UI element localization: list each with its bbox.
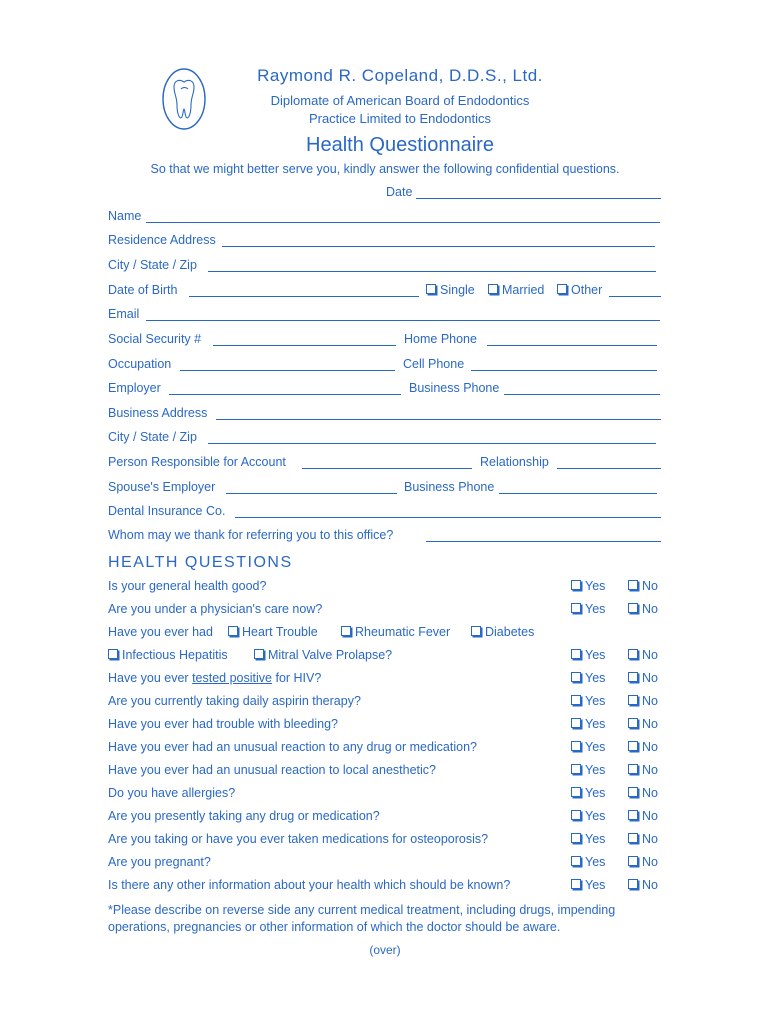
yes-label: Yes	[585, 694, 606, 708]
rheumatic-fever-checkbox[interactable]	[341, 625, 450, 639]
checkbox-box-icon	[628, 649, 638, 659]
aspirin-yes-checkbox[interactable]	[571, 694, 605, 708]
residence-address-field[interactable]	[222, 246, 655, 247]
conditions-no-checkbox[interactable]	[628, 648, 658, 662]
yes-label: Yes	[585, 809, 606, 823]
yes-label: Yes	[585, 717, 606, 731]
checkbox-box-icon	[628, 672, 638, 682]
no-label: No	[642, 809, 658, 823]
no-label: No	[642, 855, 658, 869]
medication-no-checkbox[interactable]	[628, 809, 658, 823]
checkbox-box-icon	[571, 810, 581, 820]
hiv-text-underlined: tested positive	[192, 671, 272, 685]
business-city-state-zip-label: City / State / Zip	[108, 430, 197, 444]
general-health-yes-checkbox[interactable]	[571, 579, 605, 593]
checkbox-box-icon	[571, 787, 581, 797]
spouse-business-phone-label: Business Phone	[404, 480, 495, 494]
yes-label: Yes	[585, 878, 606, 892]
checkbox-box-icon	[571, 833, 581, 843]
checkbox-box-icon	[488, 284, 498, 294]
question-other-information: Is there any other information about your health which should be known?	[108, 878, 511, 892]
question-aspirin: Are you currently taking daily aspirin therapy?	[108, 694, 361, 708]
employer-label: Employer	[108, 381, 161, 395]
heart-trouble-label: Heart Trouble	[242, 625, 318, 639]
referral-field[interactable]	[426, 541, 661, 542]
email-field[interactable]	[146, 320, 660, 321]
other-marital-field[interactable]	[609, 296, 661, 297]
checkbox-box-icon	[571, 718, 581, 728]
checkbox-box-icon	[628, 580, 638, 590]
physician-care-no-checkbox[interactable]	[628, 602, 658, 616]
question-allergies: Do you have allergies?	[108, 786, 236, 800]
married-checkbox[interactable]	[488, 283, 544, 297]
yes-label: Yes	[585, 602, 606, 616]
question-pregnant: Are you pregnant?	[108, 855, 211, 869]
relationship-field[interactable]	[557, 468, 661, 469]
checkbox-box-icon	[571, 764, 581, 774]
general-health-no-checkbox[interactable]	[628, 579, 658, 593]
date-of-birth-label: Date of Birth	[108, 283, 178, 297]
question-bleeding: Have you ever had trouble with bleeding?	[108, 717, 339, 731]
date-of-birth-field[interactable]	[189, 296, 419, 297]
mitral-valve-checkbox[interactable]	[254, 648, 392, 662]
question-have-you-ever-had: Have you ever had	[108, 625, 213, 639]
health-questions-heading: HEALTH QUESTIONS	[108, 554, 293, 571]
other-info-no-checkbox[interactable]	[628, 878, 658, 892]
hiv-text-post: for HIV?	[272, 671, 322, 685]
hiv-no-checkbox[interactable]	[628, 671, 658, 685]
no-label: No	[642, 740, 658, 754]
checkbox-box-icon	[571, 856, 581, 866]
infectious-hepatitis-checkbox[interactable]	[108, 648, 228, 662]
spouse-business-phone-field[interactable]	[499, 493, 657, 494]
checkbox-box-icon	[571, 672, 581, 682]
bleeding-no-checkbox[interactable]	[628, 717, 658, 731]
anesthetic-yes-checkbox[interactable]	[571, 763, 605, 777]
single-label: Single	[440, 283, 475, 297]
yes-label: Yes	[585, 855, 606, 869]
bleeding-yes-checkbox[interactable]	[571, 717, 605, 731]
osteoporosis-no-checkbox[interactable]	[628, 832, 658, 846]
email-label: Email	[108, 307, 140, 321]
practice-subtitle-limited: Practice Limited to Endodontics	[308, 111, 492, 126]
no-label: No	[642, 878, 658, 892]
city-state-zip-field[interactable]	[208, 271, 656, 272]
occupation-label: Occupation	[108, 357, 172, 371]
drug-reaction-no-checkbox[interactable]	[628, 740, 658, 754]
yes-label: Yes	[585, 763, 606, 777]
checkbox-box-icon	[228, 626, 238, 636]
checkbox-box-icon	[571, 879, 581, 889]
rheumatic-fever-label: Rheumatic Fever	[355, 625, 451, 639]
question-anesthetic-reaction: Have you ever had an unusual reaction to local anesthetic?	[108, 763, 436, 777]
no-label: No	[642, 602, 658, 616]
practice-subtitle-diplomate: Diplomate of American Board of Endodontics	[270, 93, 530, 108]
yes-label: Yes	[585, 671, 606, 685]
business-address-field[interactable]	[216, 419, 661, 420]
checkbox-box-icon	[571, 741, 581, 751]
aspirin-no-checkbox[interactable]	[628, 694, 658, 708]
other-label: Other	[571, 283, 603, 297]
person-responsible-label: Person Responsible for Account	[108, 455, 286, 469]
form-title: Health Questionnaire	[306, 134, 494, 156]
cell-phone-label: Cell Phone	[403, 357, 465, 371]
infectious-hepatitis-label: Infectious Hepatitis	[122, 648, 228, 662]
allergies-no-checkbox[interactable]	[628, 786, 658, 800]
checkbox-box-icon	[628, 764, 638, 774]
person-responsible-field[interactable]	[302, 468, 472, 469]
intro-text: So that we might better serve you, kindly answer the following confidential questions.	[150, 162, 620, 176]
yes-label: Yes	[585, 648, 606, 662]
question-physician-care: Are you under a physician's care now?	[108, 602, 323, 616]
business-city-state-zip-field[interactable]	[208, 443, 656, 444]
ssn-field[interactable]	[213, 345, 396, 346]
cell-phone-field[interactable]	[471, 370, 657, 371]
date-label: Date	[386, 185, 413, 199]
diabetes-label: Diabetes	[485, 625, 535, 639]
home-phone-label: Home Phone	[404, 332, 477, 346]
business-address-label: Business Address	[108, 406, 208, 420]
no-label: No	[642, 694, 658, 708]
checkbox-box-icon	[254, 649, 264, 659]
over-label: (over)	[369, 943, 401, 957]
relationship-label: Relationship	[480, 455, 549, 469]
conditions-yes-checkbox[interactable]	[571, 648, 605, 662]
anesthetic-no-checkbox[interactable]	[628, 763, 658, 777]
osteoporosis-yes-checkbox[interactable]	[571, 832, 605, 846]
hiv-yes-checkbox[interactable]	[571, 671, 605, 685]
no-label: No	[642, 832, 658, 846]
checkbox-box-icon	[341, 626, 351, 636]
checkbox-box-icon	[628, 603, 638, 613]
city-state-zip-label: City / State / Zip	[108, 258, 197, 272]
practice-name: Raymond R. Copeland, D.D.S., Ltd.	[257, 66, 543, 85]
question-general-health: Is your general health good?	[108, 579, 267, 593]
no-label: No	[642, 579, 658, 593]
physician-care-yes-checkbox[interactable]	[571, 602, 605, 616]
name-field[interactable]	[146, 222, 660, 223]
pregnant-yes-checkbox[interactable]	[571, 855, 605, 869]
business-phone-field[interactable]	[504, 394, 660, 395]
checkbox-box-icon	[628, 787, 638, 797]
residence-address-label: Residence Address	[108, 233, 216, 247]
referral-label: Whom may we thank for referring you to this office?	[108, 528, 394, 542]
allergies-yes-checkbox[interactable]	[571, 786, 605, 800]
no-label: No	[642, 671, 658, 685]
no-label: No	[642, 717, 658, 731]
checkbox-box-icon	[628, 810, 638, 820]
medication-yes-checkbox[interactable]	[571, 809, 605, 823]
checkbox-box-icon	[557, 284, 567, 294]
checkbox-box-icon	[628, 718, 638, 728]
name-label: Name	[108, 209, 142, 223]
checkbox-box-icon	[571, 649, 581, 659]
no-label: No	[642, 648, 658, 662]
yes-label: Yes	[585, 579, 606, 593]
pregnant-no-checkbox[interactable]	[628, 855, 658, 869]
home-phone-field[interactable]	[487, 345, 657, 346]
other-info-yes-checkbox[interactable]	[571, 878, 605, 892]
employer-field[interactable]	[169, 394, 401, 395]
checkbox-box-icon	[571, 603, 581, 613]
checkbox-box-icon	[628, 741, 638, 751]
spouse-employer-label: Spouse's Employer	[108, 480, 216, 494]
question-drug-reaction: Have you ever had an unusual reaction to any drug or medication?	[108, 740, 477, 754]
ssn-label: Social Security #	[108, 332, 202, 346]
married-label: Married	[502, 283, 545, 297]
checkbox-box-icon	[628, 856, 638, 866]
occupation-field[interactable]	[180, 370, 395, 371]
checkbox-box-icon	[426, 284, 436, 294]
question-osteoporosis: Are you taking or have you ever taken medications for osteoporosis?	[108, 832, 489, 846]
mitral-valve-label: Mitral Valve Prolapse?	[268, 648, 393, 662]
yes-label: Yes	[585, 832, 606, 846]
spouse-employer-field[interactable]	[226, 493, 397, 494]
yes-label: Yes	[585, 740, 606, 754]
checkbox-box-icon	[571, 580, 581, 590]
dental-insurance-label: Dental Insurance Co.	[108, 504, 226, 518]
checkbox-box-icon	[628, 695, 638, 705]
no-label: No	[642, 786, 658, 800]
single-checkbox[interactable]	[426, 283, 475, 297]
checkbox-box-icon	[108, 649, 118, 659]
checkbox-box-icon	[471, 626, 481, 636]
no-label: No	[642, 763, 658, 777]
dental-insurance-field[interactable]	[235, 517, 661, 518]
heart-trouble-checkbox[interactable]	[228, 625, 318, 639]
reverse-side-note: *Please describe on reverse side any current medical treatment, including drugs, impending operations, pregnancies or other information of which the doctor should be aware.	[108, 903, 616, 934]
checkbox-box-icon	[628, 833, 638, 843]
question-taking-medication: Are you presently taking any drug or medication?	[108, 809, 380, 823]
checkbox-box-icon	[628, 879, 638, 889]
question-hiv	[108, 671, 321, 685]
drug-reaction-yes-checkbox[interactable]	[571, 740, 605, 754]
hiv-text-pre: Have you ever	[108, 671, 193, 685]
checkbox-box-icon	[571, 695, 581, 705]
date-field[interactable]	[416, 198, 661, 199]
other-checkbox[interactable]	[557, 283, 602, 297]
yes-label: Yes	[585, 786, 606, 800]
diabetes-checkbox[interactable]	[471, 625, 534, 639]
business-phone-label: Business Phone	[409, 381, 500, 395]
